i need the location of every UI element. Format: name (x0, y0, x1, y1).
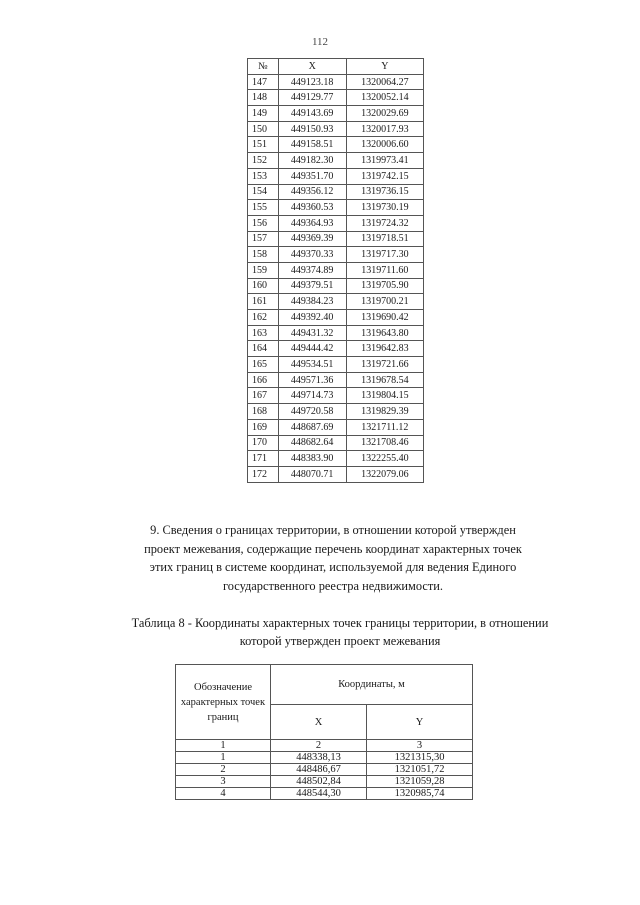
y-coordinate-cell: 1319736.15 (346, 184, 423, 200)
x-coordinate-cell: 449374.89 (278, 262, 346, 278)
x-coordinate-cell: 448682.64 (278, 435, 346, 451)
y-coordinate-cell: 1321059,28 (367, 776, 473, 788)
y-coordinate-cell: 1319711.60 (346, 262, 423, 278)
y-coordinate-cell: 1319643.80 (346, 325, 423, 341)
section-9-paragraph: 9. Сведения о границах территории, в отношении которой утвержден проект межевания, содержащие перечень координат характерных точек этих границ в системе координат, используемой для ведения Единого государственного реестра недвижимости. (144, 523, 522, 593)
column-header-number: № (248, 59, 279, 75)
y-coordinate-cell: 1321315,30 (367, 752, 473, 764)
x-coordinate-cell: 449369.39 (278, 231, 346, 247)
y-coordinate-cell: 1320017.93 (346, 121, 423, 137)
point-number-cell: 162 (248, 310, 279, 326)
point-number-cell: 158 (248, 247, 279, 263)
y-coordinate-cell: 1319829.39 (346, 404, 423, 420)
page-number: 112 (311, 36, 329, 48)
point-number-cell: 170 (248, 435, 279, 451)
table-row (176, 788, 473, 800)
column-header-y: Y (367, 705, 473, 740)
x-coordinate-cell: 449364.93 (278, 215, 346, 231)
point-number-cell: 161 (248, 294, 279, 310)
x-coordinate-cell: 448338,13 (271, 752, 367, 764)
y-coordinate-cell: 1321051,72 (367, 764, 473, 776)
table-row (248, 137, 424, 153)
table-row (248, 451, 424, 467)
point-number-cell: 165 (248, 357, 279, 373)
table-row (176, 752, 473, 764)
y-coordinate-cell: 1321708.46 (346, 435, 423, 451)
point-number-cell: 154 (248, 184, 279, 200)
y-coordinate-cell: 1319730.19 (346, 200, 423, 216)
y-coordinate-cell: 1322255.40 (346, 451, 423, 467)
table-8-caption: Таблица 8 - Координаты характерных точек границы территории, в отношении которой утвержден проект межевания (131, 616, 549, 648)
table-row (248, 262, 424, 278)
coordinates-table-body (248, 74, 424, 482)
y-coordinate-cell: 1319700.21 (346, 294, 423, 310)
point-number-cell: 169 (248, 419, 279, 435)
table-row (248, 247, 424, 263)
table-row (248, 372, 424, 388)
y-coordinate-cell: 1320985,74 (367, 788, 473, 800)
x-coordinate-cell: 448687.69 (278, 419, 346, 435)
column-header-y: Y (346, 59, 423, 75)
point-designation-cell: 1 (176, 752, 271, 764)
x-coordinate-cell: 449384.23 (278, 294, 346, 310)
table-header-row (176, 665, 473, 705)
y-coordinate-cell: 1319705.90 (346, 278, 423, 294)
table-row (248, 231, 424, 247)
table-row (248, 325, 424, 341)
point-number-cell: 159 (248, 262, 279, 278)
table-row (248, 121, 424, 137)
x-coordinate-cell: 448544,30 (271, 788, 367, 800)
table-row (248, 168, 424, 184)
table-row (248, 153, 424, 169)
point-number-cell: 147 (248, 74, 279, 90)
table-row (248, 294, 424, 310)
x-coordinate-cell: 449392.40 (278, 310, 346, 326)
table-header-row (248, 59, 424, 75)
x-coordinate-cell: 449720.58 (278, 404, 346, 420)
table-row (176, 776, 473, 788)
point-number-cell: 171 (248, 451, 279, 467)
table-row (248, 74, 424, 90)
point-number-cell: 149 (248, 106, 279, 122)
table-row (248, 435, 424, 451)
point-number-cell: 168 (248, 404, 279, 420)
table-row (248, 215, 424, 231)
table-row (248, 200, 424, 216)
x-coordinate-cell: 448383.90 (278, 451, 346, 467)
y-coordinate-cell: 1319690.42 (346, 310, 423, 326)
point-number-cell: 155 (248, 200, 279, 216)
table-row (176, 764, 473, 776)
point-number-cell: 153 (248, 168, 279, 184)
point-number-cell: 156 (248, 215, 279, 231)
point-number-cell: 166 (248, 372, 279, 388)
column-header-designation: Обозначение характерных точек границ (176, 665, 271, 740)
point-designation-cell: 3 (176, 776, 271, 788)
point-designation-cell: 2 (176, 764, 271, 776)
point-number-cell: 160 (248, 278, 279, 294)
y-coordinate-cell: 1319718.51 (346, 231, 423, 247)
y-coordinate-cell: 1322079.06 (346, 466, 423, 482)
y-coordinate-cell: 1320006.60 (346, 137, 423, 153)
point-number-cell: 151 (248, 137, 279, 153)
x-coordinate-cell: 449182.30 (278, 153, 346, 169)
column-header-x: X (271, 705, 367, 740)
x-coordinate-cell: 449571.36 (278, 372, 346, 388)
point-number-cell: 163 (248, 325, 279, 341)
x-coordinate-cell: 448070.71 (278, 466, 346, 482)
table-row (248, 106, 424, 122)
column-number-row (176, 740, 473, 752)
x-coordinate-cell: 449360.53 (278, 200, 346, 216)
x-coordinate-cell: 449351.70 (278, 168, 346, 184)
y-coordinate-cell: 1320029.69 (346, 106, 423, 122)
point-number-cell: 150 (248, 121, 279, 137)
x-coordinate-cell: 449150.93 (278, 121, 346, 137)
x-coordinate-cell: 449714.73 (278, 388, 346, 404)
x-coordinate-cell: 449370.33 (278, 247, 346, 263)
x-coordinate-cell: 449534.51 (278, 357, 346, 373)
table-row (248, 90, 424, 106)
y-coordinate-cell: 1319973.41 (346, 153, 423, 169)
x-coordinate-cell: 448486,67 (271, 764, 367, 776)
y-coordinate-cell: 1319804.15 (346, 388, 423, 404)
x-coordinate-cell: 449129.77 (278, 90, 346, 106)
boundary-points-table-body (176, 740, 473, 800)
column-number: 2 (271, 740, 367, 752)
y-coordinate-cell: 1319642.83 (346, 341, 423, 357)
y-coordinate-cell: 1319724.32 (346, 215, 423, 231)
point-number-cell: 148 (248, 90, 279, 106)
column-number: 1 (176, 740, 271, 752)
y-coordinate-cell: 1320064.27 (346, 74, 423, 90)
column-header-coordinates: Координаты, м (271, 665, 473, 705)
y-coordinate-cell: 1319717.30 (346, 247, 423, 263)
point-number-cell: 172 (248, 466, 279, 482)
table-row (248, 404, 424, 420)
point-designation-cell: 4 (176, 788, 271, 800)
table-row (248, 388, 424, 404)
table-row (248, 310, 424, 326)
y-coordinate-cell: 1319721.66 (346, 357, 423, 373)
point-number-cell: 164 (248, 341, 279, 357)
point-number-cell: 157 (248, 231, 279, 247)
table-row (248, 278, 424, 294)
column-header-x: X (278, 59, 346, 75)
point-number-cell: 152 (248, 153, 279, 169)
x-coordinate-cell: 449123.18 (278, 74, 346, 90)
x-coordinate-cell: 449431.32 (278, 325, 346, 341)
table-row (248, 341, 424, 357)
table-row (248, 466, 424, 482)
column-number: 3 (367, 740, 473, 752)
x-coordinate-cell: 449356.12 (278, 184, 346, 200)
coordinates-table (247, 58, 424, 483)
table-row (248, 357, 424, 373)
x-coordinate-cell: 449143.69 (278, 106, 346, 122)
point-number-cell: 167 (248, 388, 279, 404)
x-coordinate-cell: 448502,84 (271, 776, 367, 788)
x-coordinate-cell: 449379.51 (278, 278, 346, 294)
y-coordinate-cell: 1319742.15 (346, 168, 423, 184)
table-row (248, 419, 424, 435)
table-row (248, 184, 424, 200)
x-coordinate-cell: 449158.51 (278, 137, 346, 153)
y-coordinate-cell: 1321711.12 (346, 419, 423, 435)
boundary-points-table (175, 664, 473, 800)
x-coordinate-cell: 449444.42 (278, 341, 346, 357)
y-coordinate-cell: 1319678.54 (346, 372, 423, 388)
y-coordinate-cell: 1320052.14 (346, 90, 423, 106)
